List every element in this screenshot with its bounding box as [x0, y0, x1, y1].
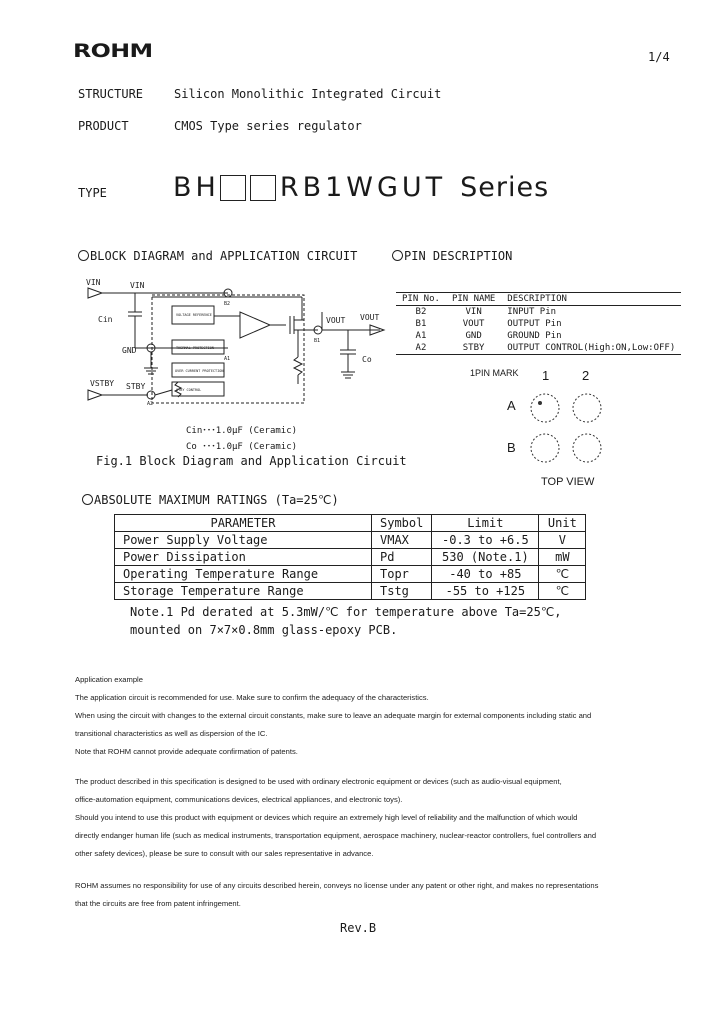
vout-label: VOUT: [326, 316, 346, 325]
pin-header: DESCRIPTION: [501, 293, 681, 306]
paragraph-usage: The product described in this specification is designed to be used with ordinary electronic equipment or devices (such as audio-visual equipment, office-automation equipment, communications devices, electrical appliances, and electronic toys). Should you intend to use this product with equipment or devices which require an extremely high level of reliability and the malfunction of which would directly endanger human life (such as medical instruments, transportation equipment, aerospace machinery, nuclear-reactor controllers, fuel controllers and other safety devices), please be sure to consult with our sales representative in advance.: [75, 777, 597, 858]
col-1-label: 1: [542, 368, 550, 383]
pin-b1-ball: [531, 434, 559, 462]
pin-description-title: PIN DESCRIPTION: [392, 249, 512, 263]
gnd-label: GND: [122, 346, 137, 355]
table-row: A2 STBY OUTPUT CONTROL(High:ON,Low:OFF): [396, 342, 681, 355]
stby-block: STBY CONTROL: [176, 388, 202, 392]
pin-header: PIN NAME: [446, 293, 501, 306]
block-diagram-title: BLOCK DIAGRAM and APPLICATION CIRCUIT: [78, 249, 357, 263]
paragraph-disclaimer: ROHM assumes no responsibility for use of any circuits described herein, conveys no license under any patent or other right, and makes no representations that the circuits are free from patent infringement.: [75, 881, 599, 908]
page-number: 1/4: [648, 50, 670, 64]
note-1: Note.1 Pd derated at 5.3mW/℃ for temperature above Ta=25℃, mounted on 7×7×0.8mm glass-epoxy PCB.: [130, 605, 562, 637]
paragraph-application: Application example The application circuit is recommended for use. Make sure to confirm the adequacy of the characteristics. When using the circuit with changes to the external circuit constants, make sure to leave an adequate margin for external components including static and transitional characteristics as well as dispersion of the IC. Note that ROHM cannot provide adequate confirmation of patents.: [75, 675, 592, 756]
co-note: Co ･･･1.0μF (Ceramic): [186, 442, 298, 452]
table-header-row: PARAMETER Symbol Limit Unit: [115, 515, 586, 532]
vout-output-label: VOUT: [360, 313, 380, 322]
cin-label: Cin: [98, 315, 113, 324]
table-row: B2 VIN INPUT Pin: [415, 307, 557, 317]
table-row: A1 GND GROUND Pin: [415, 331, 562, 341]
type-series: Series: [460, 172, 550, 203]
ocp-block: OVER CURRENT PROTECTION: [175, 369, 224, 373]
col-2-label: 2: [582, 368, 590, 383]
top-view-label: TOP VIEW: [541, 476, 595, 488]
table-row: Storage Temperature Range Tstg -55 to +125 ℃: [115, 583, 586, 600]
cin-note: Cin･･･1.0μF (Ceramic): [186, 426, 298, 436]
abs-max-table: [114, 514, 586, 600]
circle-bullet-icon: [82, 494, 93, 505]
table-row: B1 VOUT OUTPUT Pin: [415, 319, 562, 329]
circle-bullet-icon: [392, 250, 403, 261]
pin-a2-ball: [573, 394, 601, 422]
pin-a2-label: A2: [147, 401, 154, 407]
abs-max-title: ABSOLUTE MAXIMUM RATINGS (Ta=25℃): [82, 493, 339, 507]
table-row: Operating Temperature Range Topr -40 to +85 ℃: [115, 566, 586, 583]
pin-header: PIN No.: [396, 293, 446, 306]
rohm-logo: ROHM: [73, 40, 153, 62]
co-label: Co: [362, 355, 372, 364]
pin1-mark-icon: [538, 401, 542, 405]
top-view-pinout: [520, 384, 610, 474]
vstby-input-arrow-icon: [88, 390, 102, 400]
type-name: [173, 172, 549, 203]
product-value: CMOS Type series regulator: [174, 119, 362, 133]
product-label: PRODUCT: [78, 119, 129, 133]
vin-label: VIN: [86, 278, 101, 287]
type-prefix: BH: [173, 172, 220, 203]
vstby-label: VSTBY: [90, 379, 115, 388]
type-placeholder-box: [220, 175, 246, 201]
pin-b2-ball: [573, 434, 601, 462]
row-b-label: B: [507, 440, 516, 455]
pin-a1-ball: [531, 394, 559, 422]
pin-a1-label: A1: [224, 356, 231, 362]
stby-label: STBY: [126, 382, 146, 391]
circle-bullet-icon: [78, 250, 89, 261]
vin-pin-label: VIN: [130, 281, 145, 290]
table-row: Power Supply Voltage VMAX -0.3 to +6.5 V: [115, 532, 586, 549]
structure-label: STRUCTURE: [78, 87, 144, 101]
vref-block: VOLTAGE REFERENCE: [176, 313, 212, 317]
block-diagram: [80, 272, 390, 422]
vin-input-arrow-icon: [88, 288, 102, 298]
table-row: Power Dissipation Pd 530 (Note.1) mW: [115, 549, 586, 566]
type-placeholder-box: [250, 175, 276, 201]
thermal-block: THERMAL PROTECTION: [176, 346, 214, 350]
type-label: TYPE: [78, 186, 107, 200]
pin-b2-label: B2: [224, 301, 231, 307]
pin-mark-label: 1PIN MARK: [470, 368, 519, 378]
figure-caption: Fig.1 Block Diagram and Application Circuit: [96, 454, 407, 468]
revision-label: Rev.B: [340, 921, 377, 935]
row-a-label: A: [507, 398, 516, 413]
type-suffix: RB1WGUT: [279, 172, 447, 203]
pin-b1-label: B1: [314, 338, 321, 344]
structure-value: Silicon Monolithic Integrated Circuit: [174, 87, 442, 101]
pin-description-table: [396, 292, 681, 355]
